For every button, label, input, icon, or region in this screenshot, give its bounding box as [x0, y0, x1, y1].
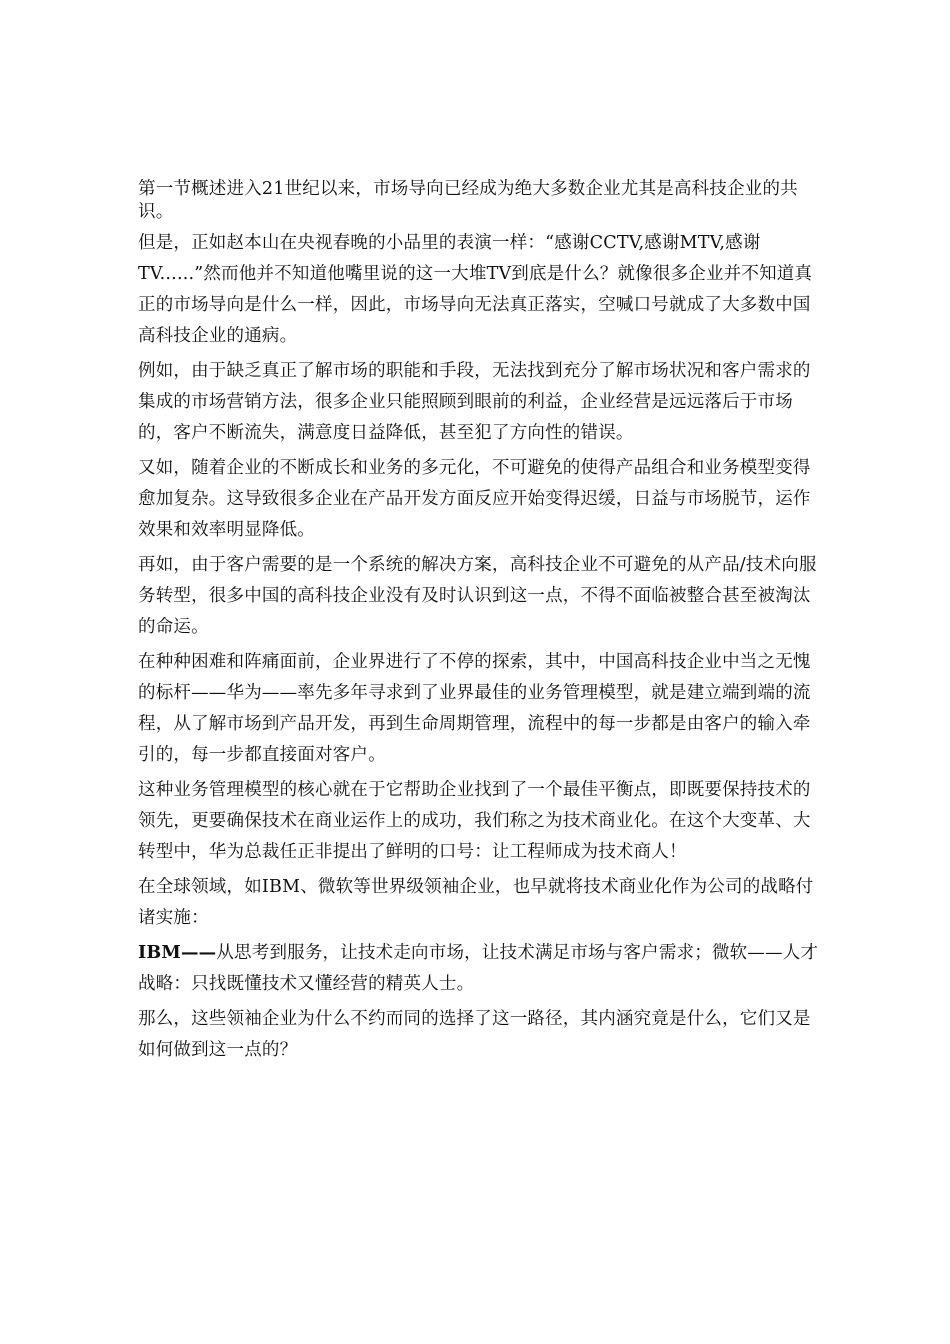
paragraph-ibm-microsoft: [138, 938, 824, 1000]
paragraph-closing: 那么，这些领袖企业为什么不约而同的选择了这一路径，其内涵究竟是什么，它们又是如何做到这一点的？: [138, 1009, 811, 1060]
document-body: [138, 178, 824, 1070]
paragraph-huawei: 在种种困难和阵痛面前，企业界进行了不停的探索，其中，中国高科技企业中当之无愧的标杆——华为——率先多年寻求到了业界最佳的业务管理模型，就是建立端到端的流程，从了解市场到产品开发，再到生命周期管理，流程中的每一步都是由客户的输入牵引的，每一步都直接面对客户。: [138, 652, 811, 765]
intro-paragraph: 第一节概述进入21世纪以来，市场导向已经成为绝大多数企业尤其是高科技企业的共识。: [138, 179, 798, 222]
ibm-rest: 从思考到服务，让技术走向市场，让技术满足市场与客户需求；微软——人才战略：只找既懂技术又懂经营的精英人士。: [138, 943, 819, 994]
paragraph-example-3: 再如，由于客户需要的是一个系统的解决方案，高科技企业不可避免的从产品/技术向服务转型，很多中国的高科技企业没有及时认识到这一点，不得不面临被整合甚至被淘汰的命运。: [138, 555, 817, 637]
paragraph-core-model: 这种业务管理模型的核心就在于它帮助企业找到了一个最佳平衡点，即既要保持技术的领先，更要确保技术在商业运作上的成功，我们称之为技术商业化。在这个大变革、大转型中，华为总裁任正非提出了鲜明的口号：让工程师成为技术商人！: [138, 780, 811, 862]
paragraph-example-2: 又如，随着企业的不断成长和业务的多元化，不可避免的使得产品组合和业务模型变得愈加复杂。这导致很多企业在产品开发方面反应开始变得迟缓，日益与市场脱节，运作效果和效率明显降低。: [138, 458, 811, 540]
paragraph-cctv: 但是，正如赵本山在央视春晚的小品里的表演一样：“感谢CCTV,感谢MTV,感谢TV......”然而他并不知道他嘴里说的这一大堆TV到底是什么？就像很多企业并不知道真正的市场导向是什么一样，因此，市场导向无法真正落实，空喊口号就成了大多数中国高科技企业的通病。: [138, 233, 813, 346]
ibm-lead: IBM——: [138, 943, 217, 963]
paragraph-global: 在全球领域，如IBM、微软等世界级领袖企业，也早就将技术商业化作为公司的战略付诸实施：: [138, 877, 814, 928]
paragraph-example-1: 例如，由于缺乏真正了解市场的职能和手段，无法找到充分了解市场状况和客户需求的集成的市场营销方法，很多企业只能照顾到眼前的利益，企业经营是远远落后于市场的，客户不断流失，满意度日益降低，甚至犯了方向性的错误。: [138, 361, 811, 443]
